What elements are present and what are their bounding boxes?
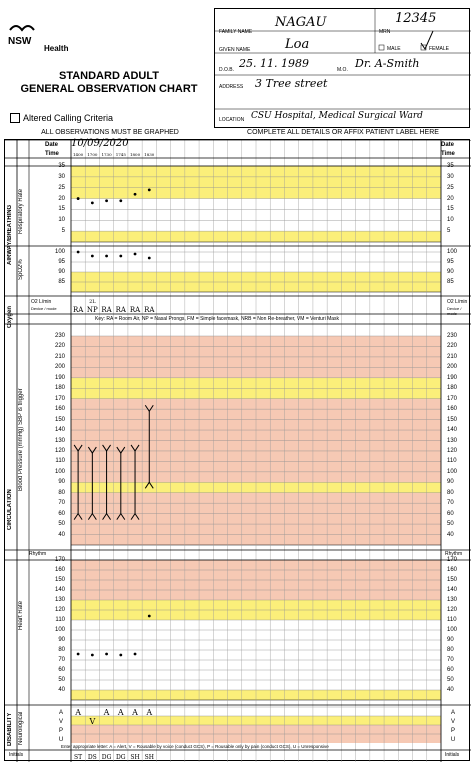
spo2-tick-right: 90 xyxy=(447,269,454,275)
resp-rate-label: Respiratory Rate xyxy=(18,188,24,234)
avpu-tick-right: A xyxy=(450,710,456,716)
avpu-value: A xyxy=(103,708,110,717)
resp-tick-right: 35 xyxy=(447,163,454,169)
spo2-point xyxy=(91,255,94,258)
bp-tick-right: 150 xyxy=(447,416,458,423)
bp-tick-left: 180 xyxy=(54,385,65,392)
resp-tick-right: 15 xyxy=(447,206,454,213)
bp-tick-left: 230 xyxy=(54,333,65,339)
bp-tick-left: 220 xyxy=(54,343,65,350)
avpu-tick-right: P xyxy=(450,728,456,734)
neuro-label: Neurological xyxy=(18,711,24,745)
bp-tick-left: 110 xyxy=(55,458,65,465)
o2-lpm-label: O2 L/min xyxy=(31,299,52,305)
patient-details-box xyxy=(214,8,470,128)
resp-tick-left: 25 xyxy=(58,184,65,191)
avpu-tick-right: U xyxy=(450,737,456,743)
device-value: RA xyxy=(144,306,155,314)
hr-tick-right: 80 xyxy=(447,647,454,653)
resp-rate-point xyxy=(148,188,151,191)
time-value: 1745 xyxy=(115,152,126,157)
hr-tick-right: 70 xyxy=(447,657,454,663)
initials-value: ST xyxy=(74,754,83,761)
male-label: MALE xyxy=(387,46,401,52)
resp-tick-left: 15 xyxy=(58,206,65,213)
avpu-tick-left: A xyxy=(58,710,64,716)
chart-title-line-2: GENERAL OBSERVATION CHART xyxy=(20,83,198,95)
given-name-value: Loa xyxy=(285,37,310,52)
bp-tick-left: 210 xyxy=(54,353,65,360)
avpu-tick-right: V xyxy=(450,719,456,725)
spo2-point xyxy=(148,257,151,260)
resp-rate-point xyxy=(105,199,108,202)
device-label: Device / mode xyxy=(31,306,57,311)
oxygen-key: Key: RA = Room Air, NP = Nasal Prongs, FM = Simple facemask, NRB = Non Re-breather, VM = Venturi Mask xyxy=(95,316,340,322)
altered-calling-checkbox[interactable] xyxy=(10,113,20,123)
hr-tick-left: 60 xyxy=(58,667,65,673)
bp-tick-right: 190 xyxy=(447,374,458,381)
device-label-right: Device / mode xyxy=(447,306,462,316)
bp-tick-right: 90 xyxy=(447,479,454,486)
time-value: 1400 xyxy=(73,152,84,157)
hr-tick-left: 150 xyxy=(54,577,65,583)
svg-text:NSW: NSW xyxy=(8,36,32,47)
bp-tick-left: 60 xyxy=(58,510,65,517)
nsw-logo xyxy=(6,22,44,52)
heart-rate-point xyxy=(134,653,137,656)
resp-tick-left: 35 xyxy=(58,163,65,169)
resp-tick-left: 30 xyxy=(58,173,65,180)
complete-details-note: COMPLETE ALL DETAILS OR AFFIX PATIENT LABEL HERE xyxy=(247,129,439,136)
hr-tick-right: 150 xyxy=(447,577,458,583)
bp-tick-right: 170 xyxy=(447,395,458,402)
initials-value: DG xyxy=(101,754,112,761)
initials-value: DS xyxy=(87,754,97,761)
location-value: CSU Hospital, Medical Surgical Ward xyxy=(251,111,423,121)
resp-tick-right: 25 xyxy=(447,184,454,191)
avpu-value: A xyxy=(146,708,153,717)
hr-tick-right: 170 xyxy=(447,557,458,563)
rhythm-label: Rhythm xyxy=(29,551,47,557)
spo2-point xyxy=(134,253,137,256)
hr-tick-right: 40 xyxy=(447,687,454,693)
altered-calling-label: Altered Calling Criteria xyxy=(23,113,114,123)
device-value: RA xyxy=(101,306,112,314)
bp-tick-right: 180 xyxy=(447,385,458,392)
hr-tick-right: 60 xyxy=(447,667,454,673)
bp-tick-right: 210 xyxy=(447,353,458,360)
airway-section-label: AIRWAY/BREATHING xyxy=(7,204,13,266)
o2-value: 2L xyxy=(89,299,96,305)
observation-grid xyxy=(4,139,470,761)
hr-tick-left: 120 xyxy=(54,607,65,613)
avpu-value: A xyxy=(117,708,124,717)
initials-value: DG xyxy=(116,754,126,761)
time-label-right: Time xyxy=(441,151,455,157)
hr-tick-left: 80 xyxy=(58,647,65,653)
mrn-label: MRN xyxy=(379,29,391,35)
spo2-tick-left: 90 xyxy=(58,269,65,275)
time-value: 1700 xyxy=(87,152,98,157)
bp-tick-right: 140 xyxy=(447,427,458,434)
bp-tick-right: 230 xyxy=(447,333,458,339)
circulation-section-label: CIRCULATION xyxy=(7,489,13,531)
initials-value: SH xyxy=(130,754,140,761)
bp-tick-left: 100 xyxy=(54,468,65,475)
mo-value: Dr. A-Smith xyxy=(355,57,420,70)
hr-tick-right: 90 xyxy=(447,637,454,643)
spo2-tick-left: 85 xyxy=(58,279,65,285)
hr-tick-right: 110 xyxy=(447,617,457,623)
hr-tick-left: 90 xyxy=(58,637,65,643)
heart-rate-point xyxy=(91,654,94,657)
given-name-label: GIVEN NAME xyxy=(219,47,251,53)
initials-label: Initials xyxy=(9,752,24,758)
bp-tick-left: 40 xyxy=(58,531,65,538)
bp-tick-left: 130 xyxy=(54,437,65,444)
device-value: NP xyxy=(86,306,98,314)
bp-tick-right: 40 xyxy=(447,531,454,538)
resp-tick-right: 20 xyxy=(447,195,454,202)
initials-value: SH xyxy=(144,754,154,761)
dob-label: D.O.B. xyxy=(219,67,235,73)
spo2-label: SpO2% xyxy=(18,259,24,281)
bp-tick-right: 60 xyxy=(447,510,454,517)
hr-tick-left: 40 xyxy=(58,687,65,693)
resp-rate-point xyxy=(77,197,80,200)
avpu-tick-left: V xyxy=(58,719,64,725)
spo2-point xyxy=(119,255,122,258)
avpu-value: A xyxy=(132,708,138,717)
bp-tick-right: 80 xyxy=(447,489,454,496)
bp-tick-left: 80 xyxy=(58,489,65,496)
hr-tick-right: 50 xyxy=(447,677,454,683)
bp-tick-right: 130 xyxy=(447,437,458,444)
bp-tick-left: 170 xyxy=(54,395,65,402)
rhythm-label-right: Rhythm xyxy=(445,551,463,557)
bp-tick-left: 140 xyxy=(54,427,65,434)
all-obs-note: ALL OBSERVATIONS MUST BE GRAPHED xyxy=(41,129,179,136)
family-name-value: NAGAU xyxy=(275,15,327,30)
time-value: 1730 xyxy=(101,152,112,157)
avpu-tick-left: P xyxy=(58,728,64,734)
device-value: RA xyxy=(129,306,141,314)
bp-tick-right: 200 xyxy=(447,364,458,371)
resp-tick-right: 5 xyxy=(447,228,451,235)
initials-label-right: Initials xyxy=(445,752,460,758)
chart-title-line-1: STANDARD ADULT xyxy=(58,70,159,82)
hr-tick-left: 130 xyxy=(54,597,65,603)
bp-tick-right: 50 xyxy=(447,521,454,528)
resp-tick-right: 10 xyxy=(447,217,454,224)
spo2-point xyxy=(77,251,80,254)
hr-tick-right: 100 xyxy=(447,627,458,633)
oxygen-section-label: Oxygen xyxy=(7,306,13,329)
resp-tick-left: 5 xyxy=(61,228,65,235)
disability-section-label: DISABILITY xyxy=(7,712,13,746)
bp-tick-left: 190 xyxy=(54,374,65,381)
chart-title xyxy=(4,70,214,96)
address-value: 3 Tree street xyxy=(255,77,328,90)
device-value: RA xyxy=(115,306,126,314)
hr-tick-left: 100 xyxy=(54,627,65,633)
bp-tick-left: 200 xyxy=(54,364,65,371)
hr-tick-right: 120 xyxy=(447,607,458,613)
avpu-value: V xyxy=(89,717,96,726)
grid-svg xyxy=(5,140,471,762)
resp-tick-right: 30 xyxy=(447,173,454,180)
heart-rate-point xyxy=(148,615,151,618)
spo2-tick-right: 100 xyxy=(447,249,458,255)
hr-label: Heart Rate xyxy=(18,600,24,630)
hr-tick-left: 140 xyxy=(54,587,65,593)
hr-tick-left: 160 xyxy=(54,567,65,573)
device-value: RA xyxy=(72,306,84,314)
heart-rate-point xyxy=(105,653,108,656)
time-label-left: Time xyxy=(45,151,59,157)
spo2-tick-right: 95 xyxy=(447,259,454,265)
bp-tick-left: 70 xyxy=(58,500,65,507)
resp-tick-left: 10 xyxy=(58,217,65,224)
altered-calling-criteria[interactable] xyxy=(10,113,113,123)
date-value: 10/09/2020 xyxy=(71,138,129,149)
resp-rate-point xyxy=(119,199,122,202)
avpu-tick-left: U xyxy=(58,737,64,743)
mrn-value: 12345 xyxy=(395,11,437,26)
bp-tick-left: 160 xyxy=(54,406,65,413)
hr-tick-left: 110 xyxy=(55,617,65,623)
org-name: Health xyxy=(44,44,69,53)
hr-tick-right: 140 xyxy=(447,587,458,593)
hr-tick-left: 70 xyxy=(58,657,65,663)
date-label-left: Date xyxy=(45,142,59,148)
bp-tick-right: 120 xyxy=(447,447,458,454)
bp-tick-right: 70 xyxy=(447,500,454,507)
bp-tick-left: 150 xyxy=(54,416,65,423)
date-label-right: Date xyxy=(441,142,455,148)
mo-label: M.O. xyxy=(337,67,348,73)
bp-tick-left: 90 xyxy=(58,479,65,486)
spo2-tick-left: 100 xyxy=(54,249,65,255)
spo2-tick-right: 85 xyxy=(447,279,454,285)
time-value: 1800 xyxy=(129,152,141,157)
heart-rate-point xyxy=(119,654,122,657)
hr-tick-right: 130 xyxy=(447,597,458,603)
avpu-value: A xyxy=(75,708,82,717)
spo2-point xyxy=(105,255,108,258)
family-name-label: FAMILY NAME xyxy=(219,29,253,35)
heart-rate-point xyxy=(77,653,80,656)
hr-tick-right: 160 xyxy=(447,567,458,573)
resp-rate-point xyxy=(134,193,137,196)
o2-lpm-label-right: O2 L/min xyxy=(447,299,468,305)
address-label: ADDRESS xyxy=(219,84,244,90)
bp-label: Blood Pressure (mmHg) SBP is trigger xyxy=(18,388,24,492)
bp-tick-right: 220 xyxy=(447,343,458,350)
bp-tick-left: 50 xyxy=(58,521,65,528)
bp-tick-left: 120 xyxy=(54,447,65,454)
avpu-key: Enter appropriate letter: A = Alert, V = Rousable by voice (conduct GCS), P = Rousable only by pain (conduct GCS), U = Unresponsive xyxy=(61,744,329,749)
bp-tick-right: 160 xyxy=(447,406,458,413)
dob-value: 25. 11. 1989 xyxy=(239,57,309,70)
resp-rate-point xyxy=(91,202,94,205)
bp-tick-right: 100 xyxy=(447,468,458,475)
hr-tick-left: 50 xyxy=(58,677,65,683)
location-label: LOCATION xyxy=(219,117,245,123)
spo2-tick-left: 95 xyxy=(58,259,65,265)
time-value: 1830 xyxy=(144,152,155,157)
female-label: FEMALE xyxy=(429,46,450,52)
bp-tick-right: 110 xyxy=(447,458,457,465)
resp-tick-left: 20 xyxy=(58,195,65,202)
hr-tick-left: 170 xyxy=(54,557,65,563)
